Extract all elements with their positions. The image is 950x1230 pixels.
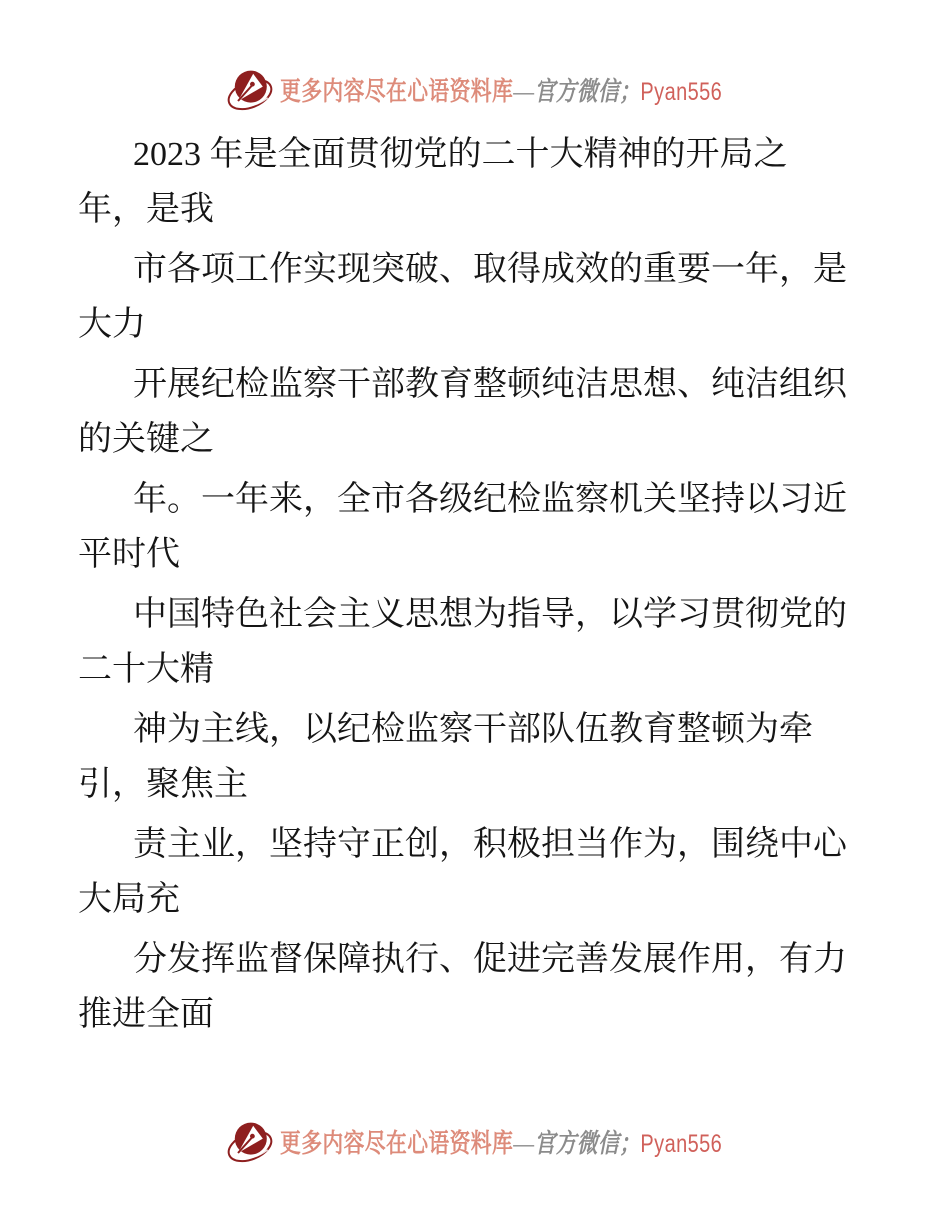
watermark-wechat-id: Pyan556 bbox=[640, 1129, 723, 1158]
paragraph bbox=[78, 127, 878, 237]
watermark-wechat-label: 官方微信； bbox=[534, 1128, 641, 1158]
pen-nib-logo-icon bbox=[226, 1116, 274, 1166]
watermark-footer bbox=[226, 1116, 833, 1166]
pen-nib-logo-icon bbox=[226, 64, 274, 114]
paragraph-line: 2023 年是全面贯彻党的二十大精神的开局之 bbox=[133, 136, 788, 173]
paragraph bbox=[78, 242, 878, 352]
paragraph-line: 开展纪检监察干部教育整顿纯洁思想、纯洁组织 bbox=[133, 366, 847, 403]
paragraph-line: 市各项工作实现突破、取得成效的重要一年，是 bbox=[133, 251, 847, 288]
watermark-dash: — bbox=[513, 76, 535, 106]
watermark-brand-text: 更多内容尽在心语资料库 bbox=[280, 1128, 514, 1158]
watermark-dash: — bbox=[513, 1128, 535, 1158]
document-body bbox=[78, 127, 878, 1047]
paragraph-line: 责主业，坚持守正创，积极担当作为，围绕中心 bbox=[133, 826, 847, 863]
paragraph bbox=[78, 472, 878, 582]
paragraph-line: 神为主线，以纪检监察干部队伍教育整顿为牵 bbox=[133, 711, 813, 748]
paragraph-line: 平时代 bbox=[78, 536, 180, 573]
paragraph-line: 年。一年来，全市各级纪检监察机关坚持以习近 bbox=[133, 481, 847, 518]
paragraph-line: 推进全面 bbox=[78, 996, 214, 1033]
paragraph-line: 的关键之 bbox=[78, 421, 214, 458]
watermark-brand-text: 更多内容尽在心语资料库 bbox=[280, 76, 514, 106]
paragraph bbox=[78, 817, 878, 927]
paragraph-line: 大局充 bbox=[78, 881, 180, 918]
paragraph bbox=[78, 357, 878, 467]
watermark-header bbox=[226, 64, 833, 114]
paragraph-line: 年，是我 bbox=[78, 191, 214, 228]
paragraph bbox=[78, 932, 878, 1042]
watermark-wechat-label: 官方微信； bbox=[534, 76, 641, 106]
watermark-text bbox=[280, 1123, 722, 1160]
paragraph bbox=[78, 587, 878, 697]
paragraph-line: 分发挥监督保障执行、促进完善发展作用，有力 bbox=[133, 941, 847, 978]
paragraph-line: 二十大精 bbox=[78, 651, 214, 688]
paragraph-line: 引，聚焦主 bbox=[78, 766, 248, 803]
paragraph-line: 中国特色社会主义思想为指导，以学习贯彻党的 bbox=[133, 596, 847, 633]
paragraph-line: 大力 bbox=[78, 306, 146, 343]
paragraph bbox=[78, 702, 878, 812]
watermark-text bbox=[280, 71, 722, 108]
watermark-wechat-id: Pyan556 bbox=[640, 77, 723, 106]
